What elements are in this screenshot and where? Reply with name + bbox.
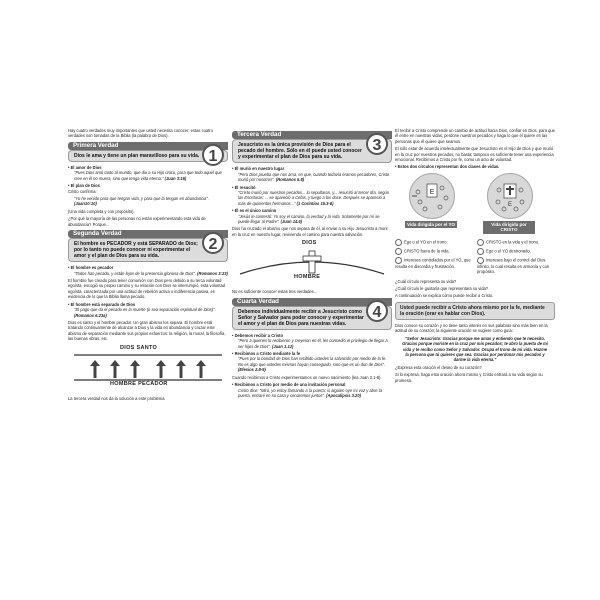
quote bbox=[232, 388, 392, 399]
bible-reference: (1 Corintios 15.3-6) bbox=[296, 200, 334, 206]
body-text: El recibir a Cristo comprende un cambio de actitud hacia Dios, confiar en Dios, para que él entre en nuestras vidas, perdone nuestros pecados y haga lo que él quiere en las personas que él quiere que seamos. bbox=[395, 128, 555, 144]
truth-2-box bbox=[68, 235, 228, 262]
circle-legend bbox=[395, 238, 555, 276]
two-circles-diagram bbox=[395, 173, 555, 235]
legend-text: CRISTO en la vida y el trono. bbox=[486, 239, 540, 245]
svg-text:E: E bbox=[429, 188, 435, 196]
prayer-text: "Señor Jesucristo: Gracias porque me amas y entiendo que te necesito. Gracias porque moriste en la cruz por mis pecados; te abro la puerta de mi vida y te recibo como Señor y Salvador. Ocupa el trono de mi vida. Hazme la persona que tú quieres que sea. Gracias por perdonar mis pecados y darme la vida eterna." bbox=[402, 335, 548, 363]
legend-text: Intereses controlados por el YO, que resulta en discordia y frustración. bbox=[395, 257, 471, 269]
body-text: ¿Expresa esta oración el deseo de su corazón? bbox=[395, 364, 482, 370]
bible-reference: (Juan 14.6) bbox=[280, 218, 303, 224]
body-text: (Una vida completa y con propósito). bbox=[68, 208, 135, 214]
quote-text: Cristo dice: "Mira, yo estoy llamando a la puerta; si alguien oye mi voz y abre la puerta, entraré en su casa y cenaremos juntos". bbox=[238, 387, 382, 398]
interest-dot-icon bbox=[477, 257, 484, 264]
quote-text: "Cristo murió por nuestros pecados... lo sepultaron, y... resucitó al tercer día, según las Escrituras; ... se apareció a Cefas, y luego a los doce. Después se apareció a más de quinientos hermanos..." bbox=[238, 189, 390, 206]
truth-1-box bbox=[68, 147, 228, 165]
body-text: ¿Cuál círculo le gustaría que representara su vida? bbox=[395, 286, 489, 292]
legend-item bbox=[395, 239, 473, 246]
legend-text: Intereses bajo el control del Dios infinito, lo cual resulta en armonía y con propósito. bbox=[477, 257, 550, 275]
body-text: Dios conoce su corazón y no tiene tanto interés en sus palabras sino más bien en la actitud de su corazón; la siguiente oración se sugiere como guía: bbox=[395, 322, 548, 334]
bullet-heading: • Él es el único camino bbox=[232, 208, 392, 213]
truth-1-title: Primera Verdad bbox=[73, 141, 119, 149]
body-text: No es suficiente conocer estas tres verdades... bbox=[232, 289, 318, 295]
legend-item bbox=[395, 257, 473, 275]
bullet-heading: • Él murió en nuestro lugar bbox=[232, 166, 392, 171]
cross-bridge-diagram bbox=[232, 241, 392, 285]
number-4-badge: 4 bbox=[366, 300, 388, 322]
truth-4-title: Cuarta Verdad bbox=[237, 297, 279, 305]
bible-reference: (Romanos 5.8) bbox=[275, 177, 305, 183]
bible-reference: (Juan 1.12) bbox=[272, 343, 294, 349]
quote-text: "Yo he venido para que tengan vida, y para que la tengan en abundancia". bbox=[74, 195, 209, 201]
quote-text: "Todos han pecado, y están lejos de la presencia gloriosa de Dios". bbox=[74, 270, 197, 276]
quote bbox=[232, 356, 392, 372]
body-text: Cuando recibimos a Cristo experimentamos un nuevo nacimiento (lea Juan 3.1-8). bbox=[232, 374, 382, 380]
body-text: El sólo estar de acuerdo intelectualmente que Jesucristo es el Hijo de Dios y que murió en la cruz por nuestros pecados, no basta; tampoco es suficiente tener una experiencia emocional. Recibimos a Cristo por fe, como un acto de voluntad. bbox=[395, 146, 554, 163]
quote bbox=[232, 214, 392, 225]
cross-icon bbox=[477, 239, 484, 246]
self-directed-circle bbox=[409, 173, 455, 219]
ego-icon bbox=[395, 239, 402, 246]
number-1-badge: 1 bbox=[202, 144, 224, 166]
truth-1-headline: Dios le ama y tiene un plan maravilloso para su vida. bbox=[74, 152, 200, 159]
diagram-label-bottom: HOMBRE PECADOR bbox=[110, 380, 168, 387]
bible-reference: (Efesios 2.8-9) bbox=[238, 367, 266, 373]
quote bbox=[68, 307, 228, 318]
arrows-diagram bbox=[68, 354, 228, 384]
diagram-label-bottom: HOMBRE bbox=[294, 274, 321, 281]
bullet-heading: • El hombre es pecador bbox=[68, 265, 228, 270]
bible-reference: (Romanos 6.23a) bbox=[74, 312, 107, 318]
quote-text: "Pues por la bondad de Dios han recibido ustedes la salvación por medio de la fe. No es algo que ustedes mismos hayan conseguido, sino que es un don de Dios". bbox=[238, 356, 387, 367]
body-text: Si lo expresa, haga esta oración ahora mismo y Cristo entrará a su vida según su promesa. bbox=[395, 372, 543, 383]
legend-item bbox=[477, 257, 555, 275]
truth-3-headline: Jesucristo es la única provisión de Dios para el pecado del hombre. Sólo en él puede usted conocer y experimentar el plan de Dios para su vida. bbox=[238, 142, 362, 161]
bullet-heading: • Estos dos círculos representan dos clases de vidas. bbox=[395, 164, 555, 169]
column-right bbox=[395, 128, 555, 385]
self-throne-icon bbox=[410, 174, 454, 218]
bible-reference: (Romanos 3:23) bbox=[197, 270, 228, 276]
ego-icon bbox=[477, 248, 484, 255]
quote bbox=[68, 170, 228, 181]
christ-directed-circle bbox=[487, 173, 533, 219]
diagram-label-top: DIOS bbox=[302, 240, 317, 247]
bullet-heading: • Debemos recibir a Cristo bbox=[232, 333, 392, 338]
body-text: Dios es santo y el hombre pecador. Un gran abismo los separa. El hombre está tratando continuamente de alcanzar a Dios y la vida en abundancia y cruzar este abismo de separación mediante sus propios esfuerzos: la religión, la moral, la filosofía, las buenas obras, etc. bbox=[68, 319, 226, 342]
bullet-heading: • El plan de Dios bbox=[68, 183, 228, 188]
quote-text: "Jesús le contestó: Yo soy el camino, la verdad y la vida. Solamente por mí se puede llegar al Padre". bbox=[238, 213, 380, 224]
bullet-heading: • El hombre está separado de Dios bbox=[68, 302, 228, 307]
quote-text: "Pues Dios amó tanto al mundo, que dio a su Hijo único, para que todo aquel que cree en él no muera, sino que tenga vida eterna." bbox=[74, 170, 222, 181]
truth-4-box bbox=[232, 303, 392, 330]
self-directed-label: Vida dirigida por el YO bbox=[406, 221, 456, 227]
truth-3-title: Tercera Verdad bbox=[237, 131, 282, 138]
legend-item bbox=[477, 239, 555, 246]
quote bbox=[232, 172, 392, 183]
interest-dot-icon bbox=[395, 257, 402, 264]
quote bbox=[68, 196, 228, 207]
cross-icon bbox=[395, 248, 402, 255]
bullet-heading: • El amor de Dios bbox=[68, 165, 228, 170]
body-text: Dios ha cruzado el abismo que nos separa de él, al enviar a su Hijo Jesucristo a morir en la cruz en nuestro lugar, reviviendo el camino para nuestra salvación. bbox=[232, 226, 388, 237]
christ-directed-label: Vida dirigida por CRISTO bbox=[483, 221, 535, 234]
truth-3-box bbox=[232, 139, 392, 163]
number-2-badge: 2 bbox=[202, 232, 224, 254]
truth-4-headline: Debemos individualmente recibir a Jesucristo como Señor y Salvador para poder conocer y experimentar el amor y el plan de Dios para nuestras vidas. bbox=[238, 308, 364, 327]
body-text: Cristo confirma: bbox=[68, 188, 97, 194]
intro-text: Hay cuatro verdades muy importantes que usted necesita conocer; estas cuatro verdades son tomadas de la Biblia (la palabra de Dios). bbox=[68, 128, 213, 139]
legend-text: Ego o el YO en el trono. bbox=[404, 239, 448, 245]
bible-reference: (Juan 3:16) bbox=[164, 175, 187, 181]
body-text: A continuación se explica cómo puede recibir a Cristo. bbox=[395, 293, 494, 299]
column-left bbox=[68, 128, 228, 403]
christ-throne-icon bbox=[488, 174, 532, 218]
bible-reference: (Juan10:10) bbox=[74, 201, 97, 207]
legend-text: CRISTO fuera de la vida. bbox=[404, 248, 450, 254]
prayer-callout-box: Usted puede recibir a Cristo ahora mismo por la fe, mediante la oración (orar es hablar con Dios). bbox=[395, 302, 555, 320]
column-middle bbox=[232, 128, 392, 400]
bullet-heading: • Recibimos a Cristo por medio de una invitación personal bbox=[232, 382, 392, 387]
body-text: El hombre fue creado para tener comunión con Dios pero debido a su terca voluntad egoísta, escogió su propio camino y su relación con Dios se interrumpió, esta voluntad egoísta, caracterizada por una actitud de rebelión activa o indiferencia pasiva, es evidencia de lo que la Biblia llama pecado. bbox=[68, 278, 226, 300]
quote bbox=[232, 190, 392, 206]
truth-2-headline: El hombre es PECADOR y está SEPARADO de Dios; por lo tanto no puede conocer ni experimentar el amor y el plan de Dios para su vida. bbox=[74, 240, 198, 260]
quote-text: "Pero a quienes lo recibieron y creyeron en él, les concedió el privilegio de llegar a ser hijos de Dios". bbox=[238, 338, 388, 349]
bible-reference: (Apocalipsis 3.20) bbox=[326, 392, 361, 398]
quote-text: "El pago que da el pecado es la muerte (o sea separación espiritual de Dios)". bbox=[74, 307, 216, 313]
number-3-badge: 3 bbox=[366, 133, 388, 155]
truth-2-title: Segunda Verdad bbox=[73, 229, 122, 237]
body-text: ¿Por qué la mayoría de las personas no están experimentando esta vida de abundancia? Porque... bbox=[68, 216, 206, 227]
quote bbox=[232, 338, 392, 349]
bullet-heading: • Él resucitó bbox=[232, 185, 392, 190]
bullet-heading: • Recibimos a Cristo mediante la fe bbox=[232, 351, 392, 356]
svg-text:E: E bbox=[507, 201, 513, 208]
quote-text: "Pero Dios prueba que nos ama, en que, cuando todavía éramos pecadores, Cristo murió por nosotros". bbox=[238, 171, 390, 183]
legend-item bbox=[395, 248, 473, 255]
separation-diagram bbox=[68, 346, 228, 392]
legend-item bbox=[477, 248, 555, 255]
diagram-label-top: DIOS SANTO bbox=[120, 344, 158, 351]
body-text: La tercera verdad nos da la solución a este problema bbox=[68, 395, 165, 401]
quote bbox=[68, 271, 228, 276]
body-text: ¿Cuál círculo representa su vida? bbox=[395, 278, 457, 284]
legend-text: Ego o el YO destronado. bbox=[486, 248, 531, 254]
